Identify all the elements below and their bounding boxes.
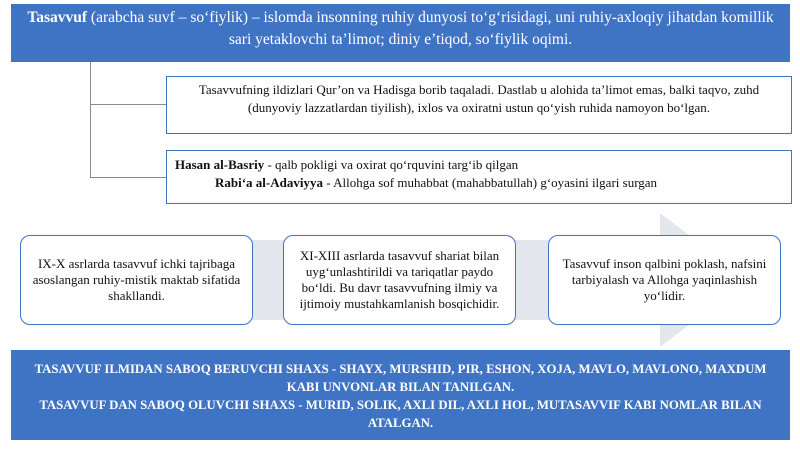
stage-box: [283, 235, 516, 325]
figure-name: Hasan al-Basriy: [175, 157, 265, 172]
figure-desc: - qalb pokligi va oxirat qo‘rquvini targ‘ib qilgan: [264, 157, 519, 172]
stage-box: [548, 235, 781, 325]
figure-desc: - Allohga sof muhabbat (mahabbatullah) g‘oyasini ilgari surgan: [322, 175, 658, 190]
stage-text: Tasavvuf inson qalbini poklash, nafsini tarbiyalash va Allohga yaqinlashish yo‘lidir.: [562, 256, 767, 303]
figure-name: Rabi‘a al-Adaviyya: [215, 175, 323, 190]
definition-term: Tasavvuf: [27, 9, 88, 26]
stage-text: IX-X asrlarda tasavvuf ichki tajribaga asoslangan ruhiy-mistik maktab sifatida shakllandi.: [32, 256, 241, 303]
origins-text: Tasavvufning ildizlari Qur’on va Hadisga borib taqaladi. Dastlab u alohida ta’limot emas, balki taqvo, zuhd (dunyoviy lazzatlardan tiyilish), ixlos va oxiratni ustun qo‘yish ruhida namoyon bo‘lgan.: [198, 82, 760, 115]
summary-line: TASAVVUF ILMIDAN SABOQ BERUVCHI SHAXS - SHAYX, MURSHID, PIR, ESHON, XOJA, MAVLO, MAVLONO, MAXDUM KABI UNVONLAR BILAN TANILGAN.: [34, 362, 767, 394]
stage-box: [20, 235, 253, 325]
stage-text: XI-XIII asrlarda tasavvuf shariat bilan uyg‘unlashtirildi va tariqatlar paydo bo‘ldi. Bu davr tasavvufning ilmiy va ijtimoiy mustahkamlanish bosqichidir.: [299, 248, 500, 311]
summary-banner: [11, 350, 790, 440]
summary-line: TASAVVUF DAN SABOQ OLUVCHI SHAXS - MURID, SOLIK, AXLI DIL, AXLI HOL, MUTASAVVIF KABI NOMLAR BILAN ATALGAN.: [39, 398, 762, 430]
definition-text: (arabcha suvf – so‘fiylik) – islomda insonning ruhiy dunyosi to‘g‘risidagi, uni ruhiy-axloqiy jihatdan komillik sari yetaklovchi ta’limot; diniy e’tiqod, so‘fiylik oqimi.: [87, 9, 774, 48]
